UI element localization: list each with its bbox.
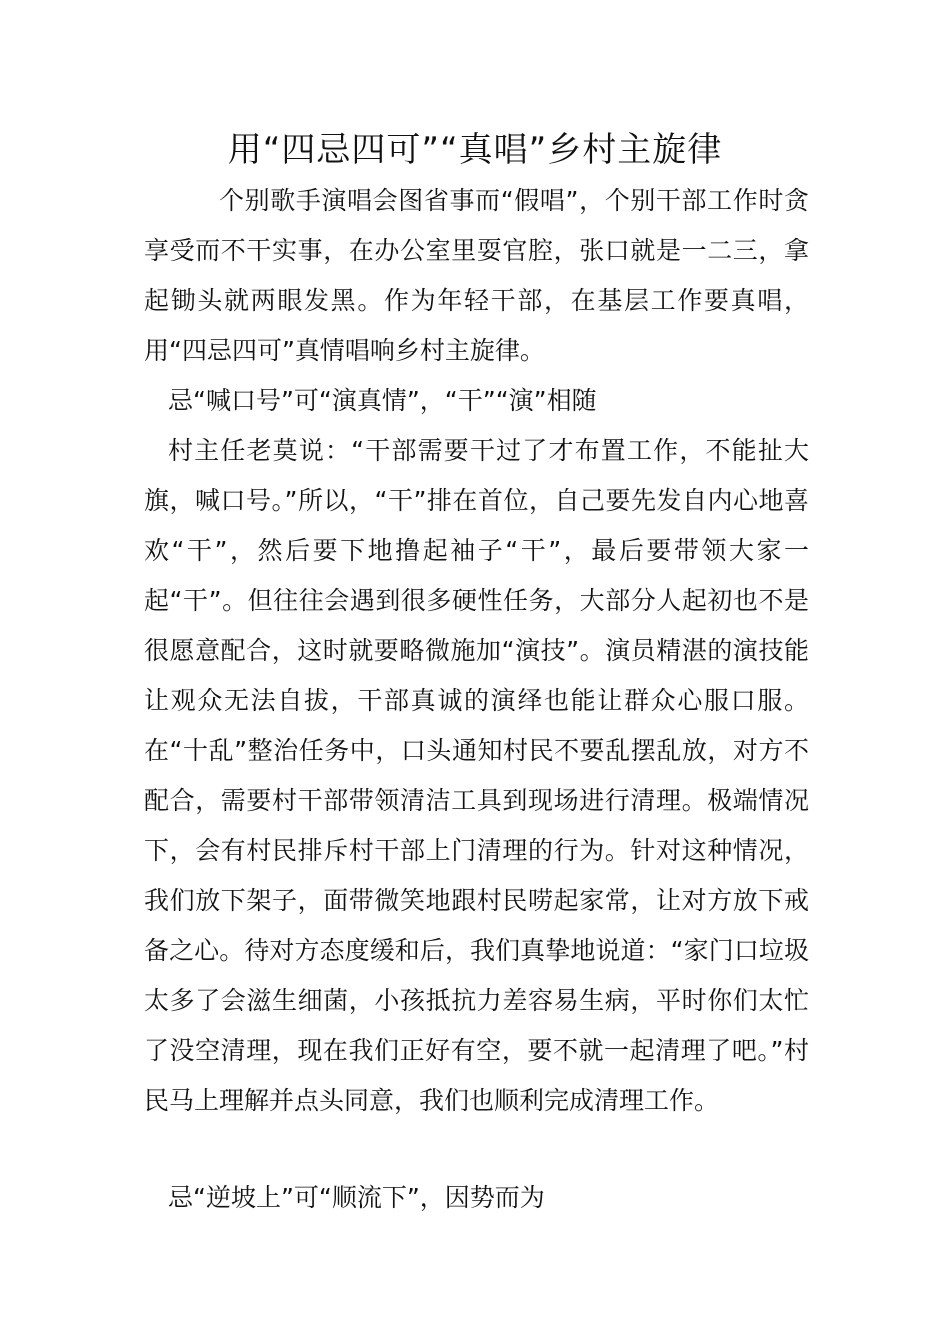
section-heading-2: 忌“逆坡上”可“顺流下”，因势而为 [168, 1183, 545, 1212]
section-1-paragraph: 村主任老莫说：“干部需要干过了才布置工作，不能扯大旗，喊口号。”所以，“干”排在首位，自己要先发自内心地喜欢“干”，然后要下地撸起袖子“干”，最后要带领大家一起“干”。但往往会遇到很多硬性任务，大部分人起初也不是很愿意配合，这时就要略微施加“演技”。演员精湛的演技能让观众无法自拔，干部真诚的演绎也能让群众心服口服。在“十乱”整治任务中，口头通知村民不要乱摆乱放，对方不配合，需要村干部带领清洁工具到现场进行清理。极端情况下，会有村民排斥村干部上门清理的行为。针对这种情况，我们放下架子，面带微笑地跟村民唠起家常，让对方放下戒备之心。待对方态度缓和后，我们真挚地说道：“家门口垃圾太多了会滋生细菌，小孩抵抗力差容易生病，平时你们太忙了没空清理，现在我们正好有空，要不就一起清理了吧。”村民马上理解并点头同意，我们也顺利完成清理工作。 [144, 436, 809, 1115]
section-heading-1: 忌“喊口号”可“演真情”，“干”“演”相随 [168, 386, 597, 415]
document-title: 用“四忌四可”“真唱”乡村主旋律 [227, 130, 723, 170]
intro-paragraph: 个别歌手演唱会图省事而“假唱”，个别干部工作时贪享受而不干实事，在办公室里耍官腔，张口就是一二三，拿起锄头就两眼发黑。作为年轻干部，在基层工作要真唱，用“四忌四可”真情唱响乡村主旋律。 [144, 186, 809, 365]
